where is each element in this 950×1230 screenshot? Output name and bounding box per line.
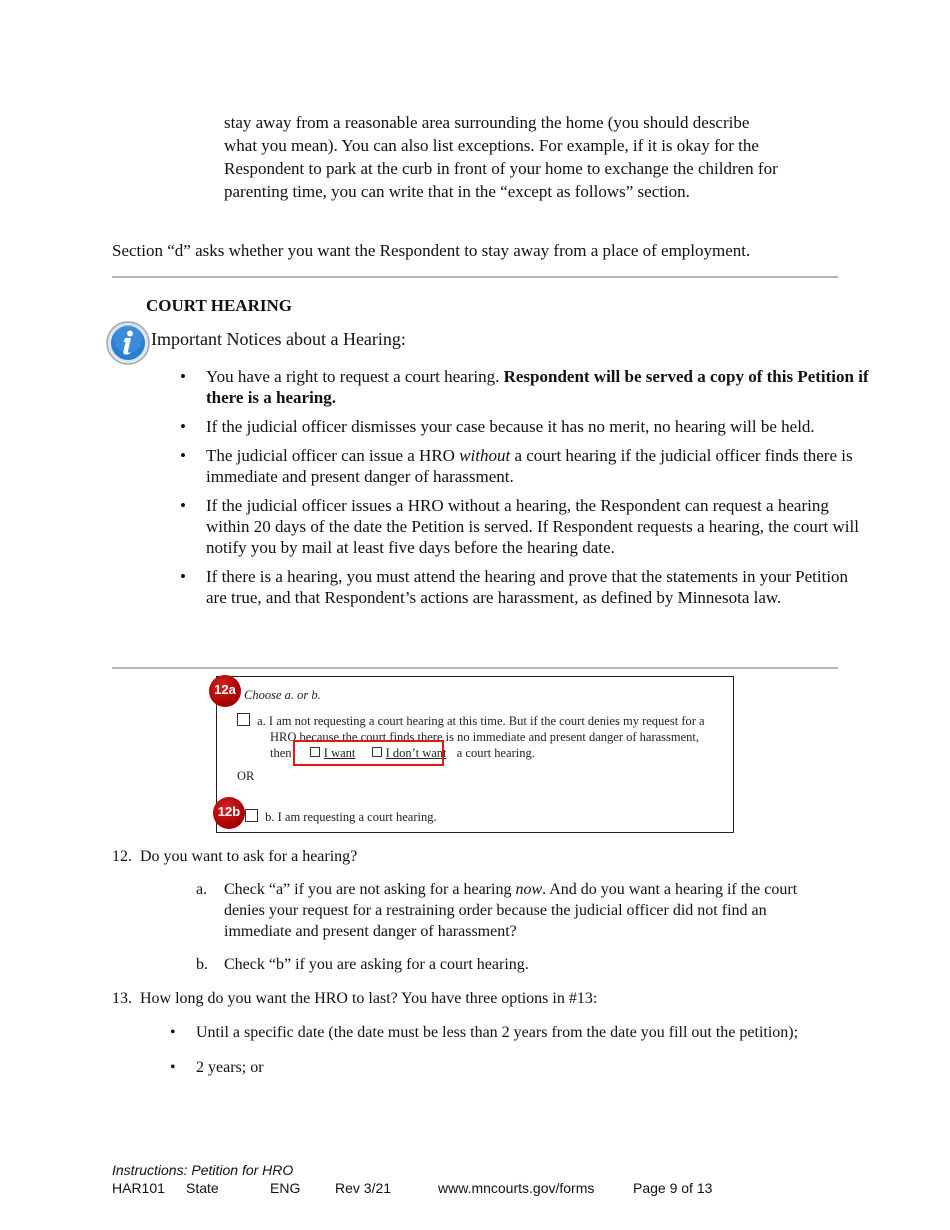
or-label: OR — [237, 769, 255, 783]
list-item: • 2 years; or — [170, 1057, 860, 1078]
footer-title: Instructions: Petition for HRO — [112, 1162, 294, 1178]
intro-paragraph — [224, 111, 844, 203]
option-a-checkbox[interactable] — [237, 713, 250, 726]
footer-jurisdiction: State — [186, 1180, 219, 1196]
court-hearing-heading: COURT HEARING — [146, 296, 292, 315]
footer-revision: Rev 3/21 — [335, 1180, 392, 1196]
list-item: • You have a right to request a court hearing. Respondent will be served a copy of this Petition if there is a hearing. — [180, 366, 870, 408]
q12-options — [196, 879, 836, 975]
badge-12a: 12a — [209, 675, 241, 707]
divider-top — [112, 276, 838, 278]
section-d-text: Section “d” asks whether you want the Respondent to stay away from a place of employment. — [112, 241, 751, 260]
list-item: • If the judicial officer issues a HRO without a hearing, the Respondent can request a hearing within 20 days of the date the Petition is served. If Respondent requests a hearing, the court will notify you by mail at least five days before the hearing date. — [180, 495, 870, 558]
option-a-line3: then I want I don’t want a court hearing. — [270, 746, 535, 760]
notices-list — [180, 366, 870, 616]
list-item: • If there is a hearing, you must attend the hearing and prove that the statements in your Petition are true, and that Respondent’s actions are harassment, as defined by Minnesota law. — [180, 566, 870, 608]
question-12: 12. Do you want to ask for a hearing? — [112, 848, 358, 865]
highlight-box — [293, 740, 444, 766]
q12-option-a: a. Check “a” if you are not asking for a hearing now. And do you want a hearing if the court denies your request for a restraining order because the judicial officer did not find an immediate and present danger of harassment? — [196, 881, 798, 940]
list-item: • Until a specific date (the date must be less than 2 years from the date you fill out the petition); — [170, 1022, 860, 1043]
footer-url[interactable]: www.mncourts.gov/forms — [438, 1180, 595, 1196]
option-b: b. I am requesting a court hearing. — [245, 809, 437, 825]
intro-line: Respondent to park at the curb in front of your home to exchange the children for — [224, 159, 778, 178]
footer-form-code: HAR101 — [112, 1180, 165, 1196]
intro-line: stay away from a reasonable area surrounding the home (you should describe — [224, 113, 750, 132]
footer-language: ENG — [270, 1180, 301, 1196]
list-item: • The judicial officer can issue a HRO without a court hearing if the judicial officer finds there is immediate and present danger of harassment. — [180, 445, 870, 487]
divider-bottom — [112, 667, 838, 669]
intro-line: what you mean). You can also list exceptions. For example, if it is okay for the — [224, 136, 759, 155]
option-a: a. I am not requesting a court hearing at this time. But if the court denies my request for a — [237, 713, 727, 729]
footer-page: Page 9 of 13 — [633, 1180, 713, 1196]
info-icon — [106, 321, 150, 365]
badge-12b: 12b — [213, 797, 245, 829]
choose-instruction: Choose a. or b. — [244, 688, 321, 702]
q12-option-b: b. Check “b” if you are asking for a court hearing. — [196, 956, 529, 973]
q13-options — [170, 1022, 860, 1092]
intro-line: parenting time, you can write that in the “except as follows” section. — [224, 182, 690, 201]
option-b-checkbox[interactable] — [245, 809, 258, 822]
option-a-line2: HRO because the court finds there is no immediate and present danger of harassment, — [270, 730, 700, 744]
list-item: • If the judicial officer dismisses your case because it has no merit, no hearing will be held. — [180, 416, 870, 437]
notices-title: Important Notices about a Hearing: — [151, 329, 406, 349]
question-13: 13. How long do you want the HRO to last? You have three options in #13: — [112, 990, 598, 1007]
